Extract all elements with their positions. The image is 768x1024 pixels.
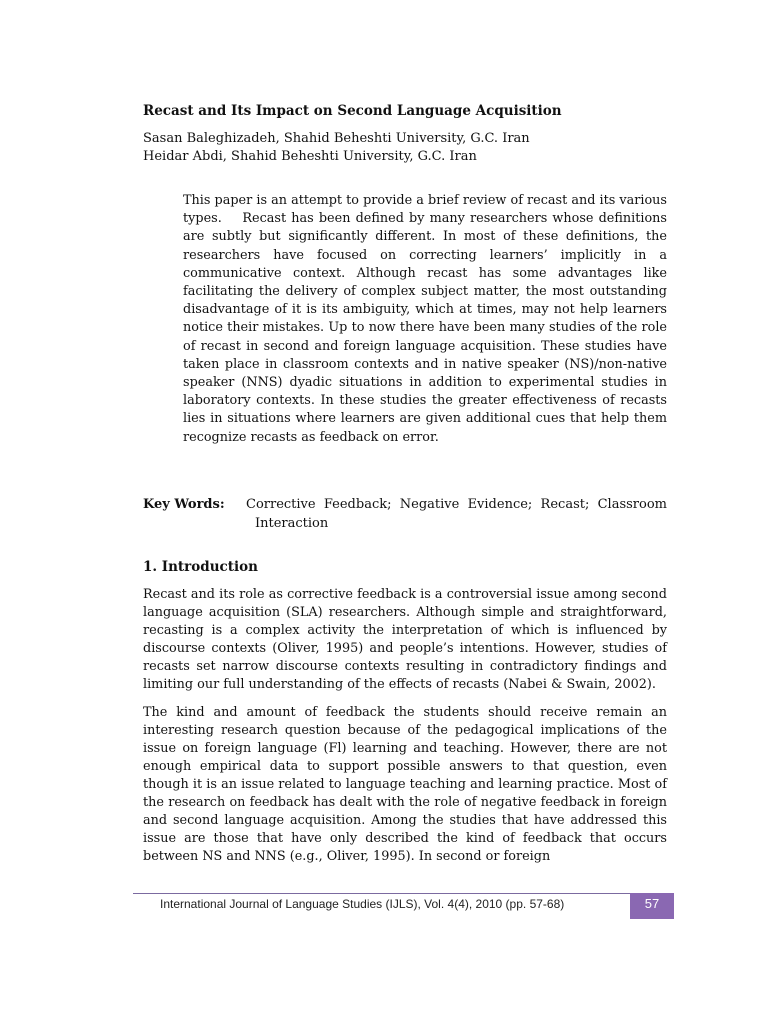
author-list: [143, 130, 703, 166]
journal-citation: International Journal of Language Studies (IJLS), Vol. 4(4), 2010 (pp. 57-68): [160, 897, 565, 911]
page-number-badge: 57: [630, 893, 674, 919]
author-line: Heidar Abdi, Shahid Beheshti University, G.C. Iran: [143, 149, 477, 164]
section-heading: 1. Introduction: [143, 559, 258, 575]
paper-title: Recast and Its Impact on Second Language Acquisition: [143, 103, 562, 119]
paragraph: Recast and its role as corrective feedback is a controversial issue among second language acquisition (SLA) researchers. Although simple and straightforward, recasting is a complex activity the interpretation of which is influenced by discourse contexts (Oliver, 1995) and people’s intentions. However, studies of recasts set narrow discourse contexts resulting in contradictory findings and limiting our full understanding of the effects of recasts (Nabei & Swain, 2002).: [143, 587, 667, 693]
keywords-label: Key Words:: [143, 497, 225, 512]
abstract: This paper is an attempt to provide a brief review of recast and its various types. Recast has been defined by many researchers whose definitions are subtly but significantly different. In most of these definitions, the researchers have focused on correcting learners’ implicitly in a communicative context. Although recast has some advantages like facilitating the delivery of complex subject matter, the most outstanding disadvantage of it is its ambiguity, which at times, may not help learners notice their mistakes. Up to now there have been many studies of the role of recast in second and foreign language acquisition. These studies have taken place in classroom contexts and in native speaker (NS)/non-native speaker (NNS) dyadic situations in addition to experimental studies in laboratory contexts. In these studies the greater effectiveness of recasts lies in situations where learners are given additional cues that help them recognize recasts as feedback on error.: [183, 193, 672, 445]
keywords-text-continued: Interaction: [255, 516, 329, 531]
footer-divider: [133, 893, 674, 894]
keywords: [143, 495, 667, 533]
keywords-text: Corrective Feedback; Negative Evidence; Recast; Classroom: [246, 497, 667, 512]
author-line: Sasan Baleghizadeh, Shahid Beheshti University, G.C. Iran: [143, 131, 530, 146]
paragraph: The kind and amount of feedback the students should receive remain an interesting research question because of the pedagogical implications of the issue on foreign language (Fl) learning and teaching. However, there are not enough empirical data to support possible answers to that question, even though it is an issue related to language teaching and learning practice. Most of the research on feedback has dealt with the role of negative feedback in foreign and second language acquisition. Among the studies that have addressed this issue are those that have only described the kind of feedback that occurs between NS and NNS (e.g., Oliver, 1995). In second or foreign: [143, 704, 667, 865]
body-text: [143, 586, 667, 875]
